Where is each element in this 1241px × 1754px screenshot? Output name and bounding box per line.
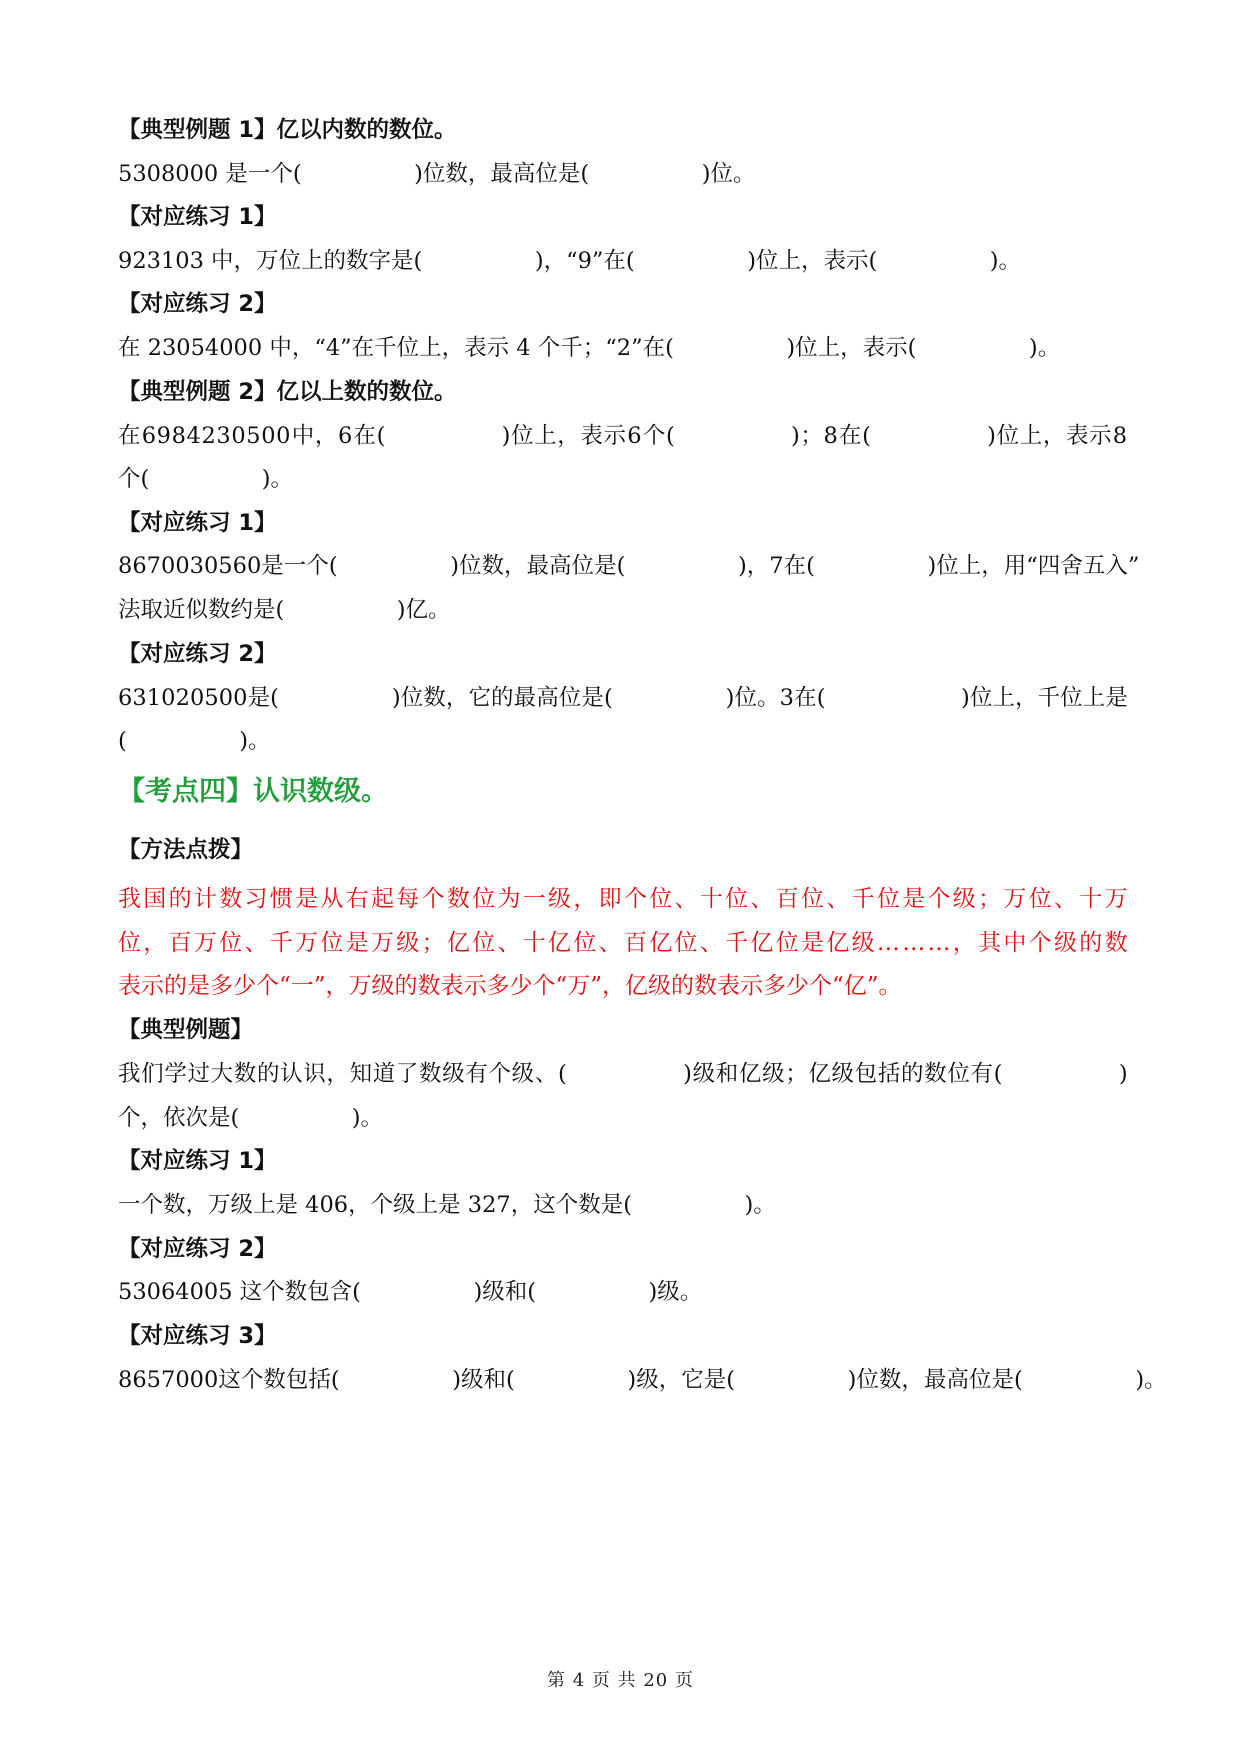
section-heading: 【对应练习 1】: [118, 1148, 277, 1174]
section-heading: 【对应练习 1】: [118, 204, 277, 230]
question-line: 在 23054000 中，“4”在千位上，表示 4 个千；“2”在( )位上，表示( )。: [118, 335, 1061, 361]
section-heading: 【典型例题】: [118, 1017, 254, 1043]
question-line: 法取近似数约是( )亿。: [118, 597, 451, 623]
method-note-line: 位 ， 百 万 位 、 千 万 位 是 万 级 ； 亿 位 、 十 亿 位 、 百 亿 位 、 千 亿 位 是 亿 级 … … … ， 其 中 个 级 的 数: [118, 930, 1128, 956]
section-heading: 【典型例题 1】亿以内数的数位。: [118, 117, 457, 143]
method-note-line: 表示的是多少个“一”，万级的数表示多少个“万”，亿级的数表示多少个“亿”。: [118, 973, 902, 999]
section-heading: 【对应练习 2】: [118, 291, 277, 317]
question-line: 在 6 9 8 4 2 3 0 5 0 0 中 ， 6 在 ( ) 位 上 ， 表 示 6 个 ( ) ； 8 在 ( ) 位 上 ， 表 示 8: [118, 423, 1128, 449]
question-line: 53064005 这个数包含( )级和( )级。: [118, 1279, 703, 1305]
question-line: 923103 中，万位上的数字是( )，“9”在( )位上，表示( )。: [118, 248, 1022, 274]
question-line: 8 6 7 0 0 3 0 5 6 0 是 一 个 ( ) 位 数 ， 最 高 位 是 ( ) ， 7 在 ( ) 位 上 ， 用 “ 四 舍 五 入 ”: [118, 553, 1140, 579]
section-heading: 【对应练习 2】: [118, 641, 277, 667]
question-line: 8 6 5 7 0 0 0 这 个 数 包 括 ( ) 级 和 ( ) 级 ， 它 是 ( ) 位 数 ， 最 高 位 是 ( ) 。: [118, 1367, 1167, 1393]
method-note-line: 我 国 的 计 数 习 惯 是 从 右 起 每 个 数 位 为 一 级 ， 即 个 位 、 十 位 、 百 位 、 千 位 是 个 级 ； 万 位 、 十 万: [118, 886, 1128, 912]
question-line: 我 们 学 过 大 数 的 认 识 ， 知 道 了 数 级 有 个 级 、 ( ) 级 和 亿 级 ； 亿 级 包 括 的 数 位 有 ( ): [118, 1061, 1128, 1087]
section-heading: 【典型例题 2】亿以上数的数位。: [118, 379, 457, 405]
topic-title: 【考点四】认识数级。: [118, 776, 388, 807]
section-heading: 【方法点拨】: [118, 837, 254, 863]
question-line: 个( )。: [118, 466, 294, 492]
question-line: 5308000 是一个( )位数，最高位是( )位。: [118, 161, 756, 187]
section-heading: 【对应练习 2】: [118, 1236, 277, 1262]
question-line: 个，依次是( )。: [118, 1105, 384, 1131]
question-line: 一个数，万级上是 406，个级上是 327，这个数是( )。: [118, 1192, 776, 1218]
question-line: 6 3 1 0 2 0 5 0 0 是 ( ) 位 数 ， 它 的 最 高 位 是 ( ) 位 。 3 在 ( ) 位 上 ， 千 位 上 是: [118, 685, 1128, 711]
section-heading: 【对应练习 1】: [118, 510, 277, 536]
page-footer: 第 4 页 共 20 页: [547, 1670, 694, 1691]
question-line: ( )。: [118, 728, 271, 754]
section-heading: 【对应练习 3】: [118, 1323, 277, 1349]
